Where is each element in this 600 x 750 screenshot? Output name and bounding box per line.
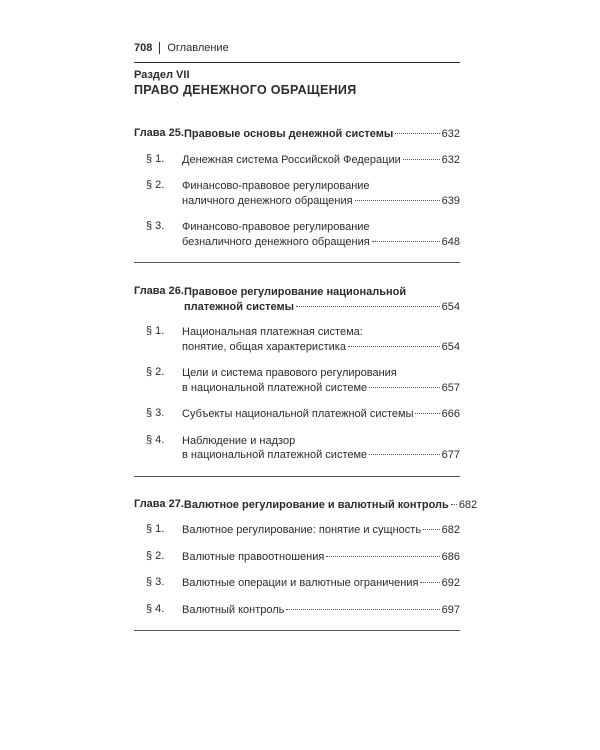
paragraph-title-text: Наблюдение и надзор (182, 434, 296, 447)
dot-leader (348, 346, 440, 347)
chapter-title (184, 498, 477, 513)
chapter-title-line (184, 300, 460, 315)
paragraph-title-text: в национальной платежной системе (182, 449, 368, 461)
toc-entry[interactable] (134, 366, 460, 395)
dot-leader (415, 413, 439, 414)
dot-leader (355, 200, 440, 201)
paragraph-number: § 1. (146, 523, 165, 535)
chapter-page: 682 (458, 498, 478, 511)
chapter-title-line (184, 127, 460, 142)
paragraph-number: § 1. (146, 325, 165, 337)
paragraph-title-text: Субъекты национальной платежной системы (182, 408, 414, 420)
dot-leader (369, 387, 439, 388)
paragraph-number: § 3. (146, 220, 165, 232)
running-head (134, 40, 460, 56)
paragraph-title-text: Валютное регулирование: понятие и сущность (182, 524, 422, 536)
dot-leader (369, 454, 439, 455)
section-title: ПРАВО ДЕНЕЖНОГО ОБРАЩЕНИЯ (134, 83, 357, 97)
paragraph-page: 692 (441, 577, 460, 589)
dot-leader (403, 159, 440, 160)
paragraph-title-text: наличного денежного обращения (182, 194, 353, 207)
paragraph-title (182, 434, 460, 463)
dot-leader (286, 609, 439, 610)
dot-leader (326, 556, 439, 557)
chapter-divider (134, 630, 460, 631)
toc-entry[interactable] (134, 153, 460, 168)
paragraph-page: 686 (441, 550, 460, 563)
paragraph-page: 697 (441, 603, 460, 616)
paragraph-page: 654 (441, 340, 460, 353)
toc-entry[interactable] (134, 325, 460, 354)
paragraph-number: § 2. (146, 366, 165, 378)
paragraph-title-line (182, 448, 460, 463)
paragraph-number: § 4. (146, 602, 165, 615)
chapter-title-line (184, 498, 477, 513)
toc-entry[interactable] (134, 523, 460, 538)
paragraph-title-line (182, 194, 460, 209)
paragraph-title (182, 523, 460, 538)
paragraph-number: § 3. (146, 576, 165, 588)
paragraph-title-line (182, 407, 460, 422)
chapter-divider (134, 262, 460, 263)
dot-leader (395, 133, 439, 134)
paragraph-title (182, 603, 460, 618)
paragraph-number: § 1. (146, 152, 165, 165)
chapter-divider (134, 476, 460, 477)
paragraph-title (182, 576, 460, 591)
paragraph-title-text: Финансово-правовое регулирование (182, 180, 370, 192)
paragraph-title-line (182, 381, 460, 396)
paragraph-title-line (182, 550, 460, 565)
paragraph-title (182, 550, 460, 565)
paragraph-number: § 2. (146, 549, 165, 562)
chapter (134, 285, 460, 477)
chapter-page: 654 (441, 300, 460, 313)
paragraph-title-line (182, 603, 460, 618)
page-number: 708 (134, 42, 153, 54)
toc-page (134, 40, 478, 631)
chapter-title (184, 127, 460, 142)
paragraph-title-text: безналичного денежного обращения (182, 235, 370, 248)
chapter-number: Глава 25. (134, 127, 184, 139)
toc-entry[interactable] (134, 220, 460, 249)
paragraph-page: 648 (441, 235, 460, 248)
paragraph-title-text: в национальной платежной системе (182, 381, 368, 394)
paragraph-title (182, 366, 460, 395)
paragraph-title-text: Валютные правоотношения (182, 550, 325, 563)
dot-leader (420, 582, 439, 583)
toc-entry[interactable] (134, 550, 460, 565)
paragraph-number: § 4. (146, 433, 165, 446)
header-rule (134, 62, 460, 63)
header-separator (159, 42, 160, 54)
paragraph-title-text: Национальная платежная система: (182, 326, 363, 338)
chapter-number: Глава 27. (134, 497, 184, 510)
toc-entry[interactable] (134, 603, 460, 618)
chapter-title-text: Правовое регулирование национальной (184, 286, 407, 298)
chapter-heading[interactable] (134, 497, 478, 513)
chapter-number: Глава 26. (134, 285, 184, 297)
paragraph-page: 677 (441, 449, 460, 461)
paragraph-page: 682 (441, 524, 460, 536)
toc-entry[interactable] (134, 407, 460, 422)
chapter-heading[interactable] (134, 127, 460, 142)
toc-entry[interactable] (134, 576, 460, 591)
paragraph-title-text: Цели и система правового регулирования (182, 367, 397, 379)
paragraph-title-text: Валютные операции и валютные ограничения (182, 577, 419, 589)
chapter-title (184, 285, 460, 314)
paragraph-title (182, 407, 460, 422)
chapter-title-line (184, 285, 460, 300)
paragraph-title-line (182, 179, 460, 194)
paragraph-title-line (182, 153, 460, 168)
paragraph-page: 666 (441, 408, 460, 420)
chapter (134, 497, 478, 632)
paragraph-page: 639 (441, 194, 460, 207)
paragraph-title-text: понятие, общая характеристика (182, 340, 346, 353)
paragraph-title-line (182, 366, 460, 381)
section-label: Раздел VII (134, 69, 190, 81)
paragraph-title (182, 220, 460, 249)
paragraph-title-line (182, 434, 460, 449)
table-of-contents (134, 127, 478, 631)
chapter-page: 632 (441, 128, 460, 140)
paragraph-page: 632 (441, 153, 460, 166)
dot-leader (423, 529, 440, 530)
dot-leader (296, 306, 440, 307)
paragraph-title-line (182, 325, 460, 340)
paragraph-title (182, 325, 460, 354)
chapter-title-text: платежной системы (184, 300, 294, 313)
toc-entry[interactable] (134, 434, 460, 463)
chapter-heading[interactable] (134, 285, 460, 314)
paragraph-title-line (182, 220, 460, 235)
running-title: Оглавление (167, 42, 229, 54)
paragraph-title-line (182, 340, 460, 355)
paragraph-title-text: Валютный контроль (182, 603, 285, 616)
paragraph-title (182, 179, 460, 208)
paragraph-title-line (182, 235, 460, 250)
paragraph-title-text: Финансово-правовое регулирование (182, 221, 370, 233)
paragraph-page: 657 (441, 381, 460, 394)
paragraph-number: § 3. (146, 407, 165, 419)
chapter (134, 127, 460, 263)
chapter-title-text: Правовые основы денежной системы (184, 128, 394, 140)
chapter-title-text: Валютное регулирование и валютный контроль (183, 498, 449, 511)
paragraph-title-text: Денежная система Российской Федерации (182, 153, 401, 166)
paragraph-title-line (182, 523, 460, 538)
paragraph-number: § 2. (146, 179, 165, 191)
dot-leader (372, 241, 440, 242)
paragraph-title (182, 153, 460, 168)
dot-leader (451, 504, 457, 505)
paragraph-title-line (182, 576, 460, 591)
toc-entry[interactable] (134, 179, 460, 208)
